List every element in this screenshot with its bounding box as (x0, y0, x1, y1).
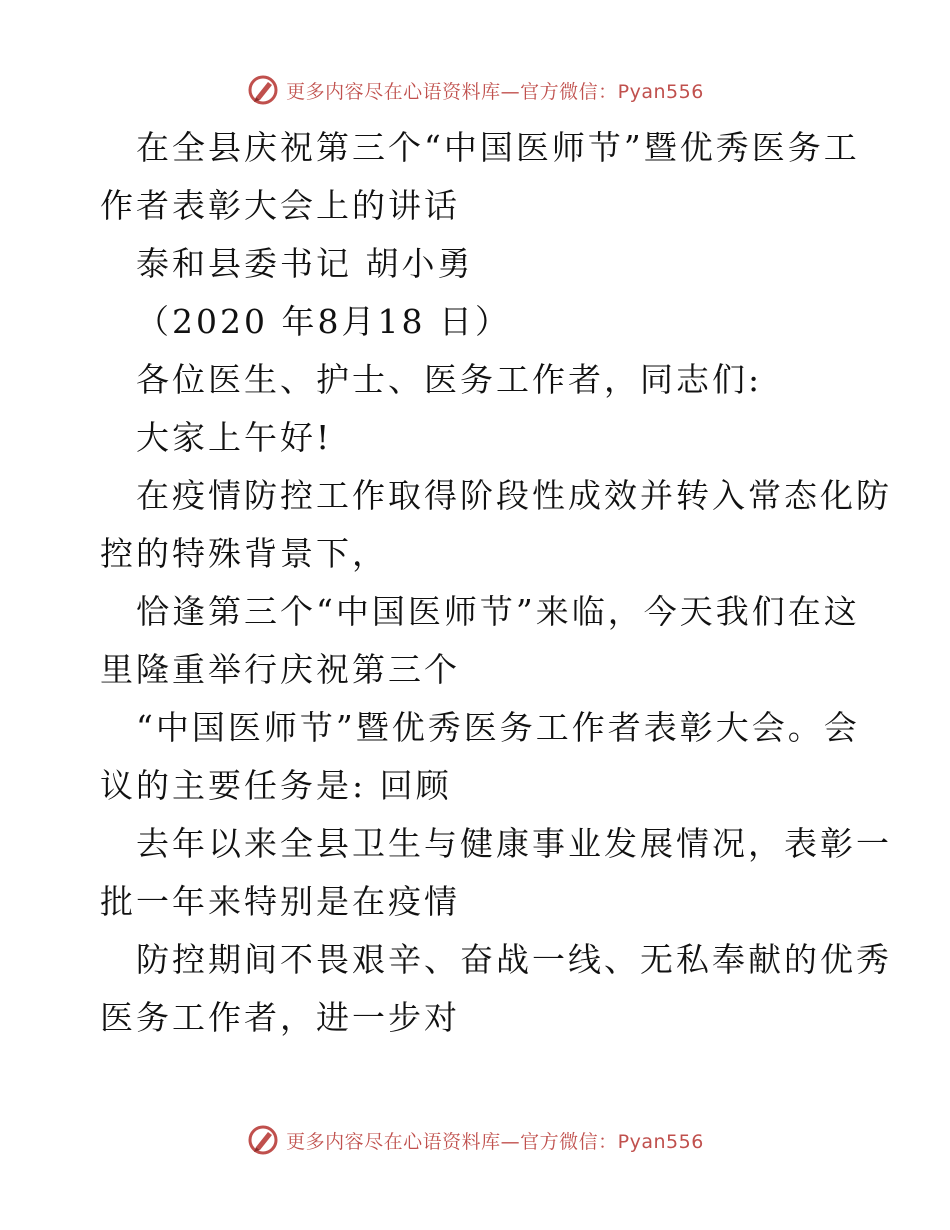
text-line: 在疫情防控工作取得阶段性成效并转入常态化防 (136, 476, 892, 515)
text-line: 作者表彰大会上的讲话 (100, 186, 460, 225)
text-line: “中国医师节”暨优秀医务工作者表彰大会。会 (136, 708, 860, 747)
watermark-text: 更多内容尽在心语资料库—官方微信：Pyan556 (286, 1130, 704, 1153)
text-line: 里隆重举行庆祝第三个 (100, 650, 460, 689)
pen-logo-icon (246, 1123, 280, 1157)
text-line: 议的主要任务是: 回顾 (100, 766, 452, 805)
watermark-footer (0, 1120, 950, 1160)
pen-logo-icon (246, 73, 280, 107)
text-line: 控的特殊背景下， (100, 534, 388, 573)
text-line: 批一年来特别是在疫情 (100, 882, 460, 921)
text-line: 防控期间不畏艰辛、奋战一线、无私奉献的优秀 (136, 940, 892, 979)
watermark-text: 更多内容尽在心语资料库—官方微信：Pyan556 (286, 80, 704, 103)
watermark-header (0, 70, 950, 110)
text-line: 泰和县委书记 胡小勇 (136, 244, 474, 283)
text-line: （2020 年8月18 日） (136, 302, 511, 341)
text-line: 去年以来全县卫生与健康事业发展情况，表彰一 (136, 824, 892, 863)
text-line: 各位医生、护士、医务工作者，同志们: (136, 360, 763, 399)
text-line: 恰逢第三个“中国医师节”来临，今天我们在这 (136, 592, 860, 631)
text-line: 医务工作者，进一步对 (100, 998, 460, 1037)
text-line: 在全县庆祝第三个“中国医师节”暨优秀医务工 (136, 128, 860, 167)
text-line: 大家上午好! (136, 418, 333, 457)
